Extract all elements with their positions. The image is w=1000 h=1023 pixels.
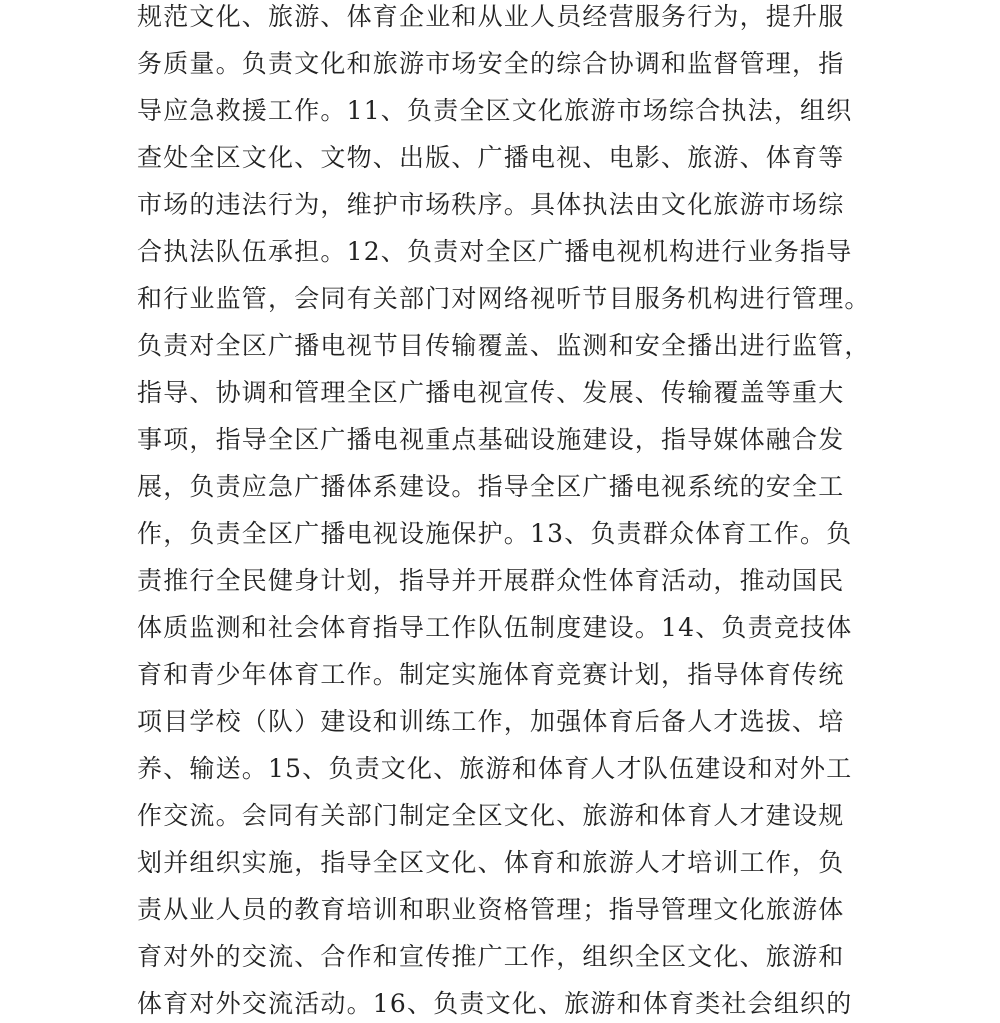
text-line: 育对外的交流、合作和宣传推广工作，组织全区文化、旅游和 xyxy=(137,942,845,971)
text-line: 项目学校（队）建设和训练工作，加强体育后备人才选拔、培 xyxy=(137,707,845,736)
text-line: 体质监测和社会体育指导工作队伍制度建设。14、负责竞技体 xyxy=(137,613,853,642)
text-line: 查处全区文化、文物、出版、广播电视、电影、旅游、体育等 xyxy=(137,143,845,172)
text-line: 展，负责应急广播体系建设。指导全区广播电视系统的安全工 xyxy=(137,472,845,501)
text-line: 市场的违法行为，维护市场秩序。具体执法由文化旅游市场综 xyxy=(137,190,845,219)
text-line: 育和青少年体育工作。制定实施体育竞赛计划，指导体育传统 xyxy=(137,660,845,689)
text-line: 务质量。负责文化和旅游市场安全的综合协调和监督管理，指 xyxy=(137,49,845,78)
text-line: 合执法队伍承担。12、负责对全区广播电视机构进行业务指导 xyxy=(137,237,853,266)
text-line: 责从业人员的教育培训和职业资格管理；指导管理文化旅游体 xyxy=(137,895,845,924)
text-line: 体育对外交流活动。16、负责文化、旅游和体育类社会组织的 xyxy=(137,989,853,1018)
text-line: 导应急救援工作。11、负责全区文化旅游市场综合执法，组织 xyxy=(137,96,853,125)
text-line: 负责对全区广播电视节目传输覆盖、监测和安全播出进行监管， xyxy=(137,331,871,360)
text-line: 事项，指导全区广播电视重点基础设施建设，指导媒体融合发 xyxy=(137,425,845,454)
text-line: 指导、协调和管理全区广播电视宣传、发展、传输覆盖等重大 xyxy=(137,378,845,407)
text-line: 作，负责全区广播电视设施保护。13、负责群众体育工作。负 xyxy=(137,519,853,548)
text-line: 责推行全民健身计划，指导并开展群众性体育活动，推动国民 xyxy=(137,566,845,595)
text-line: 作交流。会同有关部门制定全区文化、旅游和体育人才建设规 xyxy=(137,801,845,830)
text-line: 划并组织实施，指导全区文化、体育和旅游人才培训工作，负 xyxy=(137,848,845,877)
text-line: 和行业监管，会同有关部门对网络视听节目服务机构进行管理。 xyxy=(137,284,871,313)
text-line: 养、输送。15、负责文化、旅游和体育人才队伍建设和对外工 xyxy=(137,754,853,783)
text-line: 规范文化、旅游、体育企业和从业人员经营服务行为，提升服 xyxy=(137,2,845,31)
